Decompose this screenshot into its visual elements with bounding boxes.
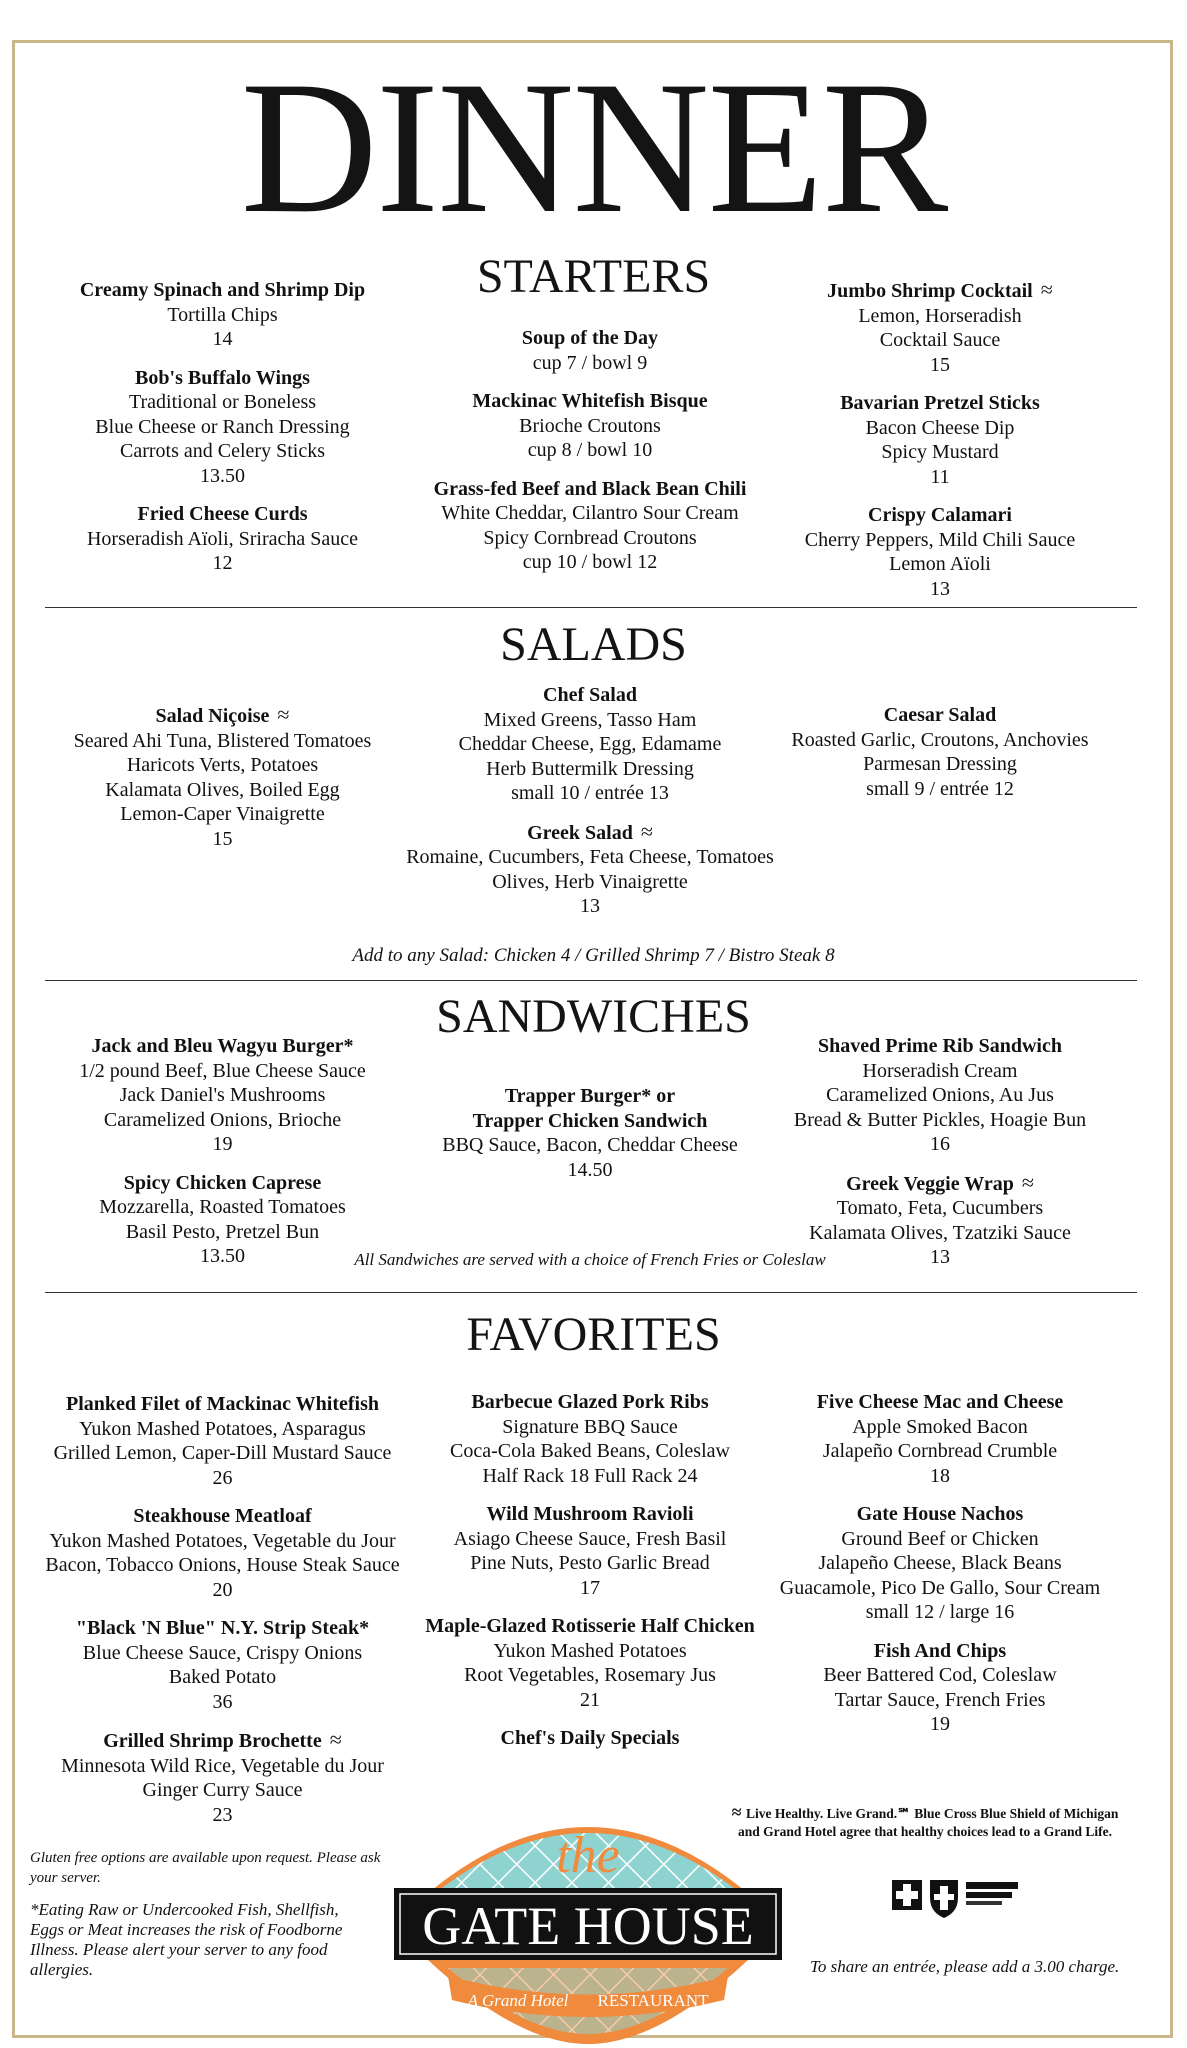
menu-item-detail: 19	[930, 1713, 950, 1735]
menu-item-detail: Signature BBQ Sauce	[502, 1415, 678, 1438]
menu-item-detail: Guacamole, Pico De Gallo, Sour Cream	[779, 1576, 1101, 1599]
favorites-right-column	[775, 1390, 1105, 1751]
menu-item-name: Chef Salad	[543, 684, 637, 706]
menu-item-detail: 15	[212, 827, 233, 850]
menu-item-detail: Spicy Mustard	[881, 441, 999, 463]
menu-item-name: Jumbo Shrimp Cocktail ≈	[827, 277, 1053, 302]
menu-item-detail: Yukon Mashed Potatoes	[493, 1639, 687, 1662]
menu-item-name: Shaved Prime Rib Sandwich	[818, 1035, 1062, 1057]
starters-middle-column	[400, 326, 780, 589]
favorites-heading: FAVORITES	[466, 1308, 721, 1361]
menu-item-detail: 36	[212, 1690, 233, 1713]
divider	[45, 607, 1137, 608]
menu-item-name: Creamy Spinach and Shrimp Dip	[79, 279, 366, 301]
menu-item-detail: 16	[930, 1133, 950, 1155]
menu-item-detail: Kalamata Olives, Tzatziki Sauce	[809, 1221, 1071, 1244]
menu-item-name: Bob's Buffalo Wings	[135, 366, 310, 389]
menu-item-detail: Asiago Cheese Sauce, Fresh Basil	[453, 1527, 727, 1550]
sandwiches-heading: SANDWICHES	[436, 990, 751, 1043]
live-healthy-line2: and Grand Hotel agree that healthy choices lead to a Grand Life.	[738, 1824, 1112, 1839]
menu-item-detail: Cherry Peppers, Mild Chili Sauce	[804, 528, 1076, 551]
menu-item-detail: Ginger Curry Sauce	[142, 1779, 303, 1801]
menu-item-detail: Cheddar Cheese, Egg, Edamame	[458, 733, 722, 755]
salads-heading: SALADS	[500, 618, 687, 671]
menu-item	[400, 1502, 780, 1600]
healthy-choice-icon: ≈	[1040, 277, 1053, 302]
favorites-left-column	[45, 1392, 400, 1841]
menu-item-detail: Romaine, Cucumbers, Feta Cheese, Tomatoes	[406, 846, 774, 868]
menu-item-detail: Apple Smoked Bacon	[852, 1415, 1028, 1438]
menu-item-detail: 23	[212, 1803, 233, 1826]
sandwiches-left-column	[45, 1034, 400, 1283]
menu-item-detail: 13.50	[200, 464, 245, 487]
menu-item-name: Fried Cheese Curds	[137, 503, 308, 525]
menu-item-name: Greek Salad ≈	[527, 818, 653, 844]
menu-item	[45, 366, 400, 489]
menu-item-detail: Bread & Butter Pickles, Hoagie Bun	[793, 1108, 1087, 1131]
menu-item-name: Caesar Salad	[883, 704, 997, 726]
menu-item-detail: Traditional or Boneless	[128, 391, 317, 413]
menu-item-detail: cup 8 / bowl 10	[527, 439, 653, 461]
menu-item-detail: Tortilla Chips	[167, 303, 278, 326]
menu-item-name: Mackinac Whitefish Bisque	[472, 390, 708, 412]
menu-item	[45, 1392, 400, 1490]
menu-item-detail: Olives, Herb Vinaigrette	[492, 870, 688, 893]
menu-item-detail: Beer Battered Cod, Coleslaw	[823, 1664, 1057, 1686]
menu-item	[775, 1502, 1105, 1625]
menu-item-name: Grilled Shrimp Brochette ≈	[103, 1727, 342, 1752]
menu-item-detail: Lemon-Caper Vinaigrette	[120, 803, 325, 825]
menu-item-detail: Brioche Croutons	[519, 414, 661, 437]
menu-item-detail: White Cheddar, Cilantro Sour Cream	[441, 502, 739, 524]
menu-item-name: Greek Veggie Wrap ≈	[846, 1169, 1034, 1195]
menu-item	[45, 1034, 400, 1157]
menu-item-detail: 21	[580, 1688, 600, 1711]
menu-item	[775, 703, 1105, 801]
healthy-choice-icon: ≈	[329, 1727, 342, 1752]
menu-item-name: Five Cheese Mac and Cheese	[816, 1391, 1064, 1413]
menu-item-name: Bavarian Pretzel Sticks	[840, 392, 1040, 414]
salads-right-column	[775, 703, 1105, 815]
sandwich-sides-note: All Sandwiches are served with a choice of French Fries or Coleslaw	[354, 1250, 826, 1269]
menu-item-name: Jack and Bleu Wagyu Burger*	[91, 1035, 354, 1057]
menu-item-name: Grass-fed Beef and Black Bean Chili	[433, 477, 747, 500]
menu-item-detail: 20	[212, 1578, 233, 1601]
menu-item	[775, 1639, 1105, 1737]
gate-house-logo	[388, 1808, 788, 2044]
menu-item-detail: Herb Buttermilk Dressing	[486, 757, 694, 780]
menu-title: DINNER	[240, 43, 947, 253]
menu-item-detail: Lemon Aïoli	[889, 553, 991, 575]
menu-item-detail: 26	[212, 1466, 233, 1489]
menu-item	[775, 278, 1105, 377]
menu-item-detail: small 12 / large 16	[865, 1601, 1015, 1623]
menu-item	[400, 1614, 780, 1712]
menu-item-detail: Coca-Cola Baked Beans, Coleslaw	[450, 1440, 730, 1462]
healthy-choice-icon: ≈	[640, 818, 653, 844]
menu-item-detail: Root Vegetables, Rosemary Jus	[464, 1664, 716, 1686]
menu-item	[45, 1616, 400, 1714]
menu-item-detail: 11	[930, 465, 950, 488]
favorites-middle-column	[400, 1390, 780, 1765]
menu-item-detail: Bacon Cheese Dip	[865, 416, 1015, 439]
menu-item-detail: 19	[212, 1133, 233, 1155]
live-healthy-line1: Live Healthy. Live Grand.℠ Blue Cross Blue Shield of Michigan	[745, 1806, 1119, 1821]
menu-item	[775, 1034, 1105, 1157]
menu-item	[400, 1084, 780, 1182]
menu-item-detail: 13	[580, 895, 600, 917]
menu-item	[400, 326, 780, 375]
menu-item-detail: Roasted Garlic, Croutons, Anchovies	[791, 728, 1089, 751]
menu-item-detail: 13.50	[200, 1245, 245, 1267]
menu-item	[775, 503, 1105, 601]
menu-item-detail: 14.50	[567, 1158, 613, 1181]
logo-subtitle-right: RESTAURANT	[597, 1991, 709, 2010]
menu-item-name: Salad Niçoise ≈	[155, 702, 290, 727]
blue-cross-blue-shield-logo	[890, 1872, 1060, 1922]
menu-item-detail: cup 7 / bowl 9	[532, 351, 648, 374]
menu-item-name: Trapper Burger* or	[504, 1085, 676, 1107]
menu-item-name: Spicy Chicken Caprese	[123, 1171, 322, 1194]
logo-script: the	[556, 1827, 620, 1884]
menu-item-name: Planked Filet of Mackinac Whitefish	[66, 1393, 379, 1415]
menu-item-detail: Caramelized Onions, Au Jus	[826, 1084, 1054, 1106]
logo-name: GATE HOUSE	[422, 1896, 754, 1956]
menu-item-detail: Grilled Lemon, Caper-Dill Mustard Sauce	[53, 1442, 392, 1464]
salads-left-column	[45, 703, 400, 865]
menu-item-detail: Lemon, Horseradish	[858, 304, 1022, 327]
menu-item-detail: Cocktail Sauce	[879, 329, 1001, 351]
sharing-charge-note: To share an entrée, please add a 3.00 charge.	[810, 1957, 1120, 1976]
menu-item-detail: Basil Pesto, Pretzel Bun	[125, 1220, 320, 1243]
raw-food-warning: *Eating Raw or Undercooked Fish, Shellfish, Eggs or Meat increases the risk of Foodborne Illness. Please alert your server to any food allergies.	[30, 1900, 343, 1979]
menu-item-detail: Minnesota Wild Rice, Vegetable du Jour	[61, 1754, 384, 1777]
menu-item-detail: Spicy Cornbread Croutons	[483, 526, 697, 549]
menu-item	[45, 278, 400, 352]
menu-item-detail: Haricots Verts, Potatoes	[126, 754, 319, 776]
menu-item-detail: Pine Nuts, Pesto Garlic Bread	[470, 1552, 710, 1574]
menu-item-detail: Parmesan Dressing	[863, 753, 1017, 775]
menu-item-detail: 13	[930, 577, 950, 600]
salad-add-on-note: Add to any Salad: Chicken 4 / Grilled Shrimp 7 / Bistro Steak 8	[352, 945, 835, 966]
gluten-free-note: Gluten free options are available upon request. Please ask your server.	[30, 1850, 381, 1886]
starters-heading: STARTERS	[476, 250, 711, 303]
menu-item-detail: 15	[930, 353, 950, 376]
healthy-choice-icon: ≈	[277, 702, 290, 727]
menu-item-detail: 12	[212, 552, 233, 574]
menu-item-detail: 14	[212, 328, 233, 350]
menu-item-detail: Mixed Greens, Tasso Ham	[483, 708, 697, 731]
menu-item-detail: Caramelized Onions, Brioche	[103, 1108, 342, 1131]
menu-item	[400, 477, 780, 575]
menu-item-name: "Black 'N Blue" N.Y. Strip Steak*	[75, 1617, 370, 1639]
menu-item-name: Crispy Calamari	[868, 504, 1012, 526]
menu-item-detail: Tomato, Feta, Cucumbers	[836, 1197, 1044, 1219]
menu-item-name: Gate House Nachos	[856, 1503, 1024, 1525]
divider	[45, 1292, 1137, 1293]
menu-item-detail: Seared Ahi Tuna, Blistered Tomatoes	[73, 729, 372, 752]
menu-item	[400, 1726, 780, 1751]
menu-item-detail: Jalapeño Cheese, Black Beans	[818, 1552, 1062, 1574]
menu-item-detail: Carrots and Celery Sticks	[120, 440, 325, 462]
sandwiches-right-column	[775, 1034, 1105, 1284]
menu-item-detail: Bacon, Tobacco Onions, House Steak Sauce	[45, 1554, 400, 1576]
menu-item-name: Barbecue Glazed Pork Ribs	[471, 1391, 709, 1413]
menu-item-detail: Mozzarella, Roasted Tomatoes	[99, 1196, 346, 1218]
menu-item-detail: Jack Daniel's Mushrooms	[119, 1084, 326, 1106]
menu-item-detail: small 10 / entrée 13	[511, 782, 669, 804]
logo-subtitle-left: A Grand Hotel	[467, 1991, 569, 2010]
menu-item	[400, 389, 780, 463]
menu-item-detail: Baked Potato	[168, 1666, 277, 1688]
menu-item-name: Chef's Daily Specials	[500, 1727, 680, 1749]
menu-item-detail: 17	[580, 1576, 600, 1599]
salads-middle-column	[380, 683, 800, 933]
menu-item-name: Soup of the Day	[521, 327, 659, 349]
menu-item-detail: Blue Cheese or Ranch Dressing	[95, 415, 350, 438]
menu-item	[775, 391, 1105, 489]
menu-item-detail: 1/2 pound Beef, Blue Cheese Sauce	[79, 1059, 366, 1082]
sandwiches-middle-column	[400, 1084, 780, 1196]
menu-item-detail: Tartar Sauce, French Fries	[834, 1688, 1046, 1711]
menu-item-detail: Jalapeño Cornbread Crumble	[822, 1440, 1058, 1462]
menu-item	[45, 502, 400, 576]
menu-item-detail: Ground Beef or Chicken	[841, 1527, 1039, 1550]
menu-item-detail: Yukon Mashed Potatoes, Vegetable du Jour	[49, 1529, 396, 1552]
menu-item	[400, 1390, 780, 1488]
menu-item-name: Fish And Chips	[873, 1639, 1007, 1662]
menu-item-detail: BBQ Sauce, Bacon, Cheddar Cheese	[442, 1134, 738, 1156]
menu-item-name: Maple-Glazed Rotisserie Half Chicken	[425, 1615, 755, 1637]
menu-item-name: Trapper Chicken Sandwich	[472, 1109, 708, 1132]
starters-left-column	[45, 278, 400, 590]
menu-item-detail: Half Rack 18 Full Rack 24	[482, 1464, 698, 1487]
menu-item-detail: Horseradish Aïoli, Sriracha Sauce	[86, 527, 359, 550]
menu-item	[775, 1390, 1105, 1488]
menu-item-detail: cup 10 / bowl 12	[522, 551, 658, 573]
menu-item-name: Wild Mushroom Ravioli	[486, 1503, 694, 1525]
menu-item-detail: Blue Cheese Sauce, Crispy Onions	[82, 1641, 363, 1664]
divider	[45, 980, 1137, 981]
menu-item	[45, 1728, 400, 1827]
menu-item-detail: Horseradish Cream	[862, 1059, 1018, 1082]
menu-item	[45, 1504, 400, 1602]
menu-item-detail: Kalamata Olives, Boiled Egg	[105, 778, 340, 801]
menu-item-detail: 13	[930, 1246, 950, 1268]
menu-item-detail: 18	[930, 1464, 950, 1487]
healthy-choice-icon: ≈	[1021, 1169, 1034, 1195]
starters-right-column	[775, 278, 1105, 615]
menu-item-name: Steakhouse Meatloaf	[133, 1505, 312, 1527]
menu-item	[45, 703, 400, 851]
menu-item	[380, 683, 800, 806]
menu-item-detail: Yukon Mashed Potatoes, Asparagus	[79, 1417, 366, 1440]
menu-item	[380, 820, 800, 919]
menu-item-detail: small 9 / entrée 12	[866, 777, 1014, 800]
wave-icon: ≈	[731, 1802, 746, 1822]
